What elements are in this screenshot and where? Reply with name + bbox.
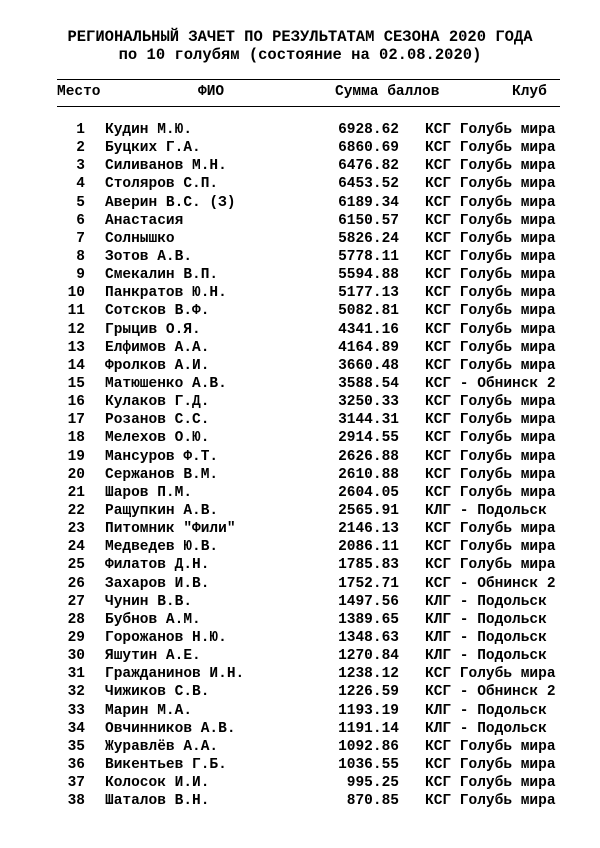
row-score: 1348.63: [338, 629, 399, 646]
row-club: КЛГ - Подольск: [425, 611, 547, 628]
row-name: Кулаков Г.Д.: [105, 394, 210, 411]
row-score: 2604.05: [338, 484, 399, 501]
column-header-score: Сумма баллов: [335, 84, 440, 100]
table-row: [0, 575, 600, 593]
row-club: КСГ Голубь мира: [425, 430, 556, 447]
row-place: 33: [67, 702, 85, 719]
row-name: Викентьев Г.Б.: [105, 756, 227, 773]
row-club: КСГ - Обнинск 2: [425, 575, 556, 592]
row-place: 15: [67, 375, 85, 392]
row-name: Чижиков С.В.: [105, 684, 210, 701]
table-row: [0, 212, 600, 230]
results-table-body: [0, 121, 600, 810]
row-club: КСГ - Обнинск 2: [425, 684, 556, 701]
row-score: 5082.81: [338, 303, 399, 320]
row-name: Шаров П.М.: [105, 484, 193, 501]
table-row: [0, 194, 600, 212]
row-club: КСГ Голубь мира: [425, 285, 556, 302]
table-row: [0, 702, 600, 720]
row-name: Столяров С.П.: [105, 176, 219, 193]
row-score: 5177.13: [338, 285, 399, 302]
table-row: [0, 448, 600, 466]
table-row: [0, 720, 600, 738]
row-score: 1092.86: [338, 738, 399, 755]
row-place: 24: [67, 539, 85, 556]
row-place: 19: [67, 448, 85, 465]
row-name: Овчинников А.В.: [105, 720, 236, 737]
row-place: 30: [67, 648, 85, 665]
row-score: 870.85: [346, 793, 399, 810]
row-score: 6453.52: [338, 176, 399, 193]
table-row: [0, 774, 600, 792]
row-name: Шаталов В.Н.: [105, 793, 210, 810]
row-name: Филатов Д.Н.: [105, 557, 210, 574]
row-club: КСГ Голубь мира: [425, 176, 556, 193]
row-score: 2610.88: [338, 466, 399, 483]
row-name: Сержанов В.М.: [105, 466, 219, 483]
row-score: 1193.19: [338, 702, 399, 719]
row-place: 35: [67, 738, 85, 755]
row-club: КСГ Голубь мира: [425, 339, 556, 356]
row-place: 17: [67, 412, 85, 429]
row-name: Силиванов М.Н.: [105, 158, 227, 175]
row-club: КСГ Голубь мира: [425, 521, 556, 538]
row-club: КЛГ - Подольск: [425, 720, 547, 737]
row-place: 5: [76, 194, 85, 211]
row-place: 10: [67, 285, 85, 302]
row-club: КСГ Голубь мира: [425, 248, 556, 265]
row-name: Питомник "Фили": [105, 521, 236, 538]
row-place: 22: [67, 502, 85, 519]
column-header-name: ФИО: [198, 84, 225, 100]
row-club: КЛГ - Подольск: [425, 593, 547, 610]
table-row: [0, 611, 600, 629]
row-club: КСГ Голубь мира: [425, 140, 556, 157]
row-name: Смекалин В.П.: [105, 267, 219, 284]
row-score: 4341.16: [338, 321, 399, 338]
row-club: КЛГ - Подольск: [425, 629, 547, 646]
row-score: 6189.34: [338, 194, 399, 211]
table-row: [0, 647, 600, 665]
row-club: КСГ Голубь мира: [425, 230, 556, 247]
row-club: КСГ Голубь мира: [425, 267, 556, 284]
table-row: [0, 538, 600, 556]
table-row: [0, 792, 600, 810]
row-name: Яшутин А.Е.: [105, 648, 201, 665]
row-club: КСГ Голубь мира: [425, 738, 556, 755]
row-place: 6: [76, 212, 85, 229]
row-score: 1036.55: [338, 756, 399, 773]
row-name: Розанов С.С.: [105, 412, 210, 429]
row-place: 23: [67, 521, 85, 538]
table-row: [0, 629, 600, 647]
table-row: [0, 683, 600, 701]
row-place: 29: [67, 629, 85, 646]
row-club: КСГ Голубь мира: [425, 412, 556, 429]
table-row: [0, 284, 600, 302]
row-club: КСГ Голубь мира: [425, 448, 556, 465]
row-score: 1752.71: [338, 575, 399, 592]
row-score: 5826.24: [338, 230, 399, 247]
row-name: Анастасия: [105, 212, 184, 229]
row-club: КСГ Голубь мира: [425, 303, 556, 320]
row-place: 32: [67, 684, 85, 701]
table-row: [0, 139, 600, 157]
document-subtitle: по 10 голубям (состояние на 02.08.2020): [118, 46, 482, 64]
row-club: КСГ Голубь мира: [425, 394, 556, 411]
row-name: Колосок И.И.: [105, 775, 210, 792]
row-name: Аверин В.С. (З): [105, 194, 236, 211]
row-score: 1497.56: [338, 593, 399, 610]
table-row: [0, 593, 600, 611]
row-score: 4164.89: [338, 339, 399, 356]
row-name: Медведев Ю.В.: [105, 539, 219, 556]
row-place: 11: [67, 303, 85, 320]
row-club: КСГ Голубь мира: [425, 212, 556, 229]
row-name: Грыцив О.Я.: [105, 321, 201, 338]
row-place: 8: [76, 248, 85, 265]
table-row: [0, 339, 600, 357]
row-place: 31: [67, 666, 85, 683]
row-score: 6928.62: [338, 122, 399, 138]
table-row: [0, 665, 600, 683]
row-place: 27: [67, 593, 85, 610]
row-club: КСГ Голубь мира: [425, 539, 556, 556]
row-name: Сотсков В.Ф.: [105, 303, 210, 320]
row-name: Буцких Г.А.: [105, 140, 201, 157]
row-score: 6150.57: [338, 212, 399, 229]
row-name: Мансуров Ф.Т.: [105, 448, 219, 465]
row-place: 9: [76, 267, 85, 284]
row-score: 3588.54: [338, 375, 399, 392]
row-club: КЛГ - Подольск: [425, 702, 547, 719]
table-row: [0, 321, 600, 339]
table-row: [0, 266, 600, 284]
row-name: Ращупкин А.В.: [105, 502, 219, 519]
table-row: [0, 175, 600, 193]
row-name: Чунин В.В.: [105, 593, 193, 610]
row-name: Фролков А.И.: [105, 357, 210, 374]
row-place: 7: [76, 230, 85, 247]
row-score: 5594.88: [338, 267, 399, 284]
row-club: КСГ Голубь мира: [425, 466, 556, 483]
row-place: 1: [76, 122, 85, 138]
table-row: [0, 502, 600, 520]
row-score: 1226.59: [338, 684, 399, 701]
table-row: [0, 248, 600, 266]
row-name: Журавлёв А.А.: [105, 738, 219, 755]
row-place: 16: [67, 394, 85, 411]
row-score: 1270.84: [338, 648, 399, 665]
row-club: КСГ - Обнинск 2: [425, 375, 556, 392]
table-top-rule: [57, 79, 560, 80]
row-name: Зотов А.В.: [105, 248, 193, 265]
row-place: 20: [67, 466, 85, 483]
row-name: Мелехов О.Ю.: [105, 430, 210, 447]
row-place: 34: [67, 720, 85, 737]
row-place: 37: [67, 775, 85, 792]
row-club: КСГ Голубь мира: [425, 194, 556, 211]
table-row: [0, 484, 600, 502]
row-club: КСГ Голубь мира: [425, 775, 556, 792]
row-club: КСГ Голубь мира: [425, 357, 556, 374]
row-score: 1191.14: [338, 720, 399, 737]
table-header-rule: [57, 106, 560, 107]
row-place: 14: [67, 357, 85, 374]
row-score: 2086.11: [338, 539, 399, 556]
row-name: Матюшенко А.В.: [105, 375, 227, 392]
row-club: КСГ Голубь мира: [425, 321, 556, 338]
row-name: Бубнов А.М.: [105, 611, 201, 628]
row-place: 26: [67, 575, 85, 592]
row-score: 5778.11: [338, 248, 399, 265]
row-place: 38: [67, 793, 85, 810]
table-row: [0, 375, 600, 393]
table-row: [0, 520, 600, 538]
row-name: Панкратов Ю.Н.: [105, 285, 227, 302]
table-row: [0, 157, 600, 175]
row-place: 25: [67, 557, 85, 574]
row-score: 6476.82: [338, 158, 399, 175]
row-club: КЛГ - Подольск: [425, 502, 547, 519]
table-row: [0, 121, 600, 139]
row-score: 2146.13: [338, 521, 399, 538]
table-row: [0, 466, 600, 484]
row-place: 4: [76, 176, 85, 193]
row-score: 2565.91: [338, 502, 399, 519]
row-name: Марин М.А.: [105, 702, 193, 719]
document-title: РЕГИОНАЛЬНЫЙ ЗАЧЕТ ПО РЕЗУЛЬТАТАМ СЕЗОНА 2020 ГОДА: [67, 28, 533, 46]
row-place: 18: [67, 430, 85, 447]
row-club: КСГ Голубь мира: [425, 484, 556, 501]
row-place: 2: [76, 140, 85, 157]
row-score: 2914.55: [338, 430, 399, 447]
row-place: 36: [67, 756, 85, 773]
row-name: Кудин М.Ю.: [105, 122, 193, 138]
table-row: [0, 556, 600, 574]
row-score: 3144.31: [338, 412, 399, 429]
row-score: 3250.33: [338, 394, 399, 411]
row-place: 12: [67, 321, 85, 338]
row-name: Гражданинов И.Н.: [105, 666, 245, 683]
row-club: КСГ Голубь мира: [425, 756, 556, 773]
row-club: КСГ Голубь мира: [425, 122, 556, 138]
row-name: Захаров И.В.: [105, 575, 210, 592]
row-score: 995.25: [346, 775, 399, 792]
column-header-club: Клуб: [512, 84, 547, 100]
row-place: 13: [67, 339, 85, 356]
row-club: КСГ Голубь мира: [425, 793, 556, 810]
row-club: КЛГ - Подольск: [425, 648, 547, 665]
column-header-place: Место: [57, 84, 101, 100]
row-score: 6860.69: [338, 140, 399, 157]
table-row: [0, 756, 600, 774]
row-score: 2626.88: [338, 448, 399, 465]
row-place: 21: [67, 484, 85, 501]
table-row: [0, 738, 600, 756]
table-row: [0, 411, 600, 429]
table-row: [0, 302, 600, 320]
row-score: 1389.65: [338, 611, 399, 628]
row-name: Елфимов А.А.: [105, 339, 210, 356]
row-score: 1238.12: [338, 666, 399, 683]
table-row: [0, 357, 600, 375]
row-place: 28: [67, 611, 85, 628]
row-name: Солнышко: [105, 230, 175, 247]
table-row: [0, 429, 600, 447]
row-name: Горожанов Н.Ю.: [105, 629, 227, 646]
table-row: [0, 230, 600, 248]
table-row: [0, 393, 600, 411]
row-score: 3660.48: [338, 357, 399, 374]
row-club: КСГ Голубь мира: [425, 666, 556, 683]
row-club: КСГ Голубь мира: [425, 557, 556, 574]
row-place: 3: [76, 158, 85, 175]
row-club: КСГ Голубь мира: [425, 158, 556, 175]
row-score: 1785.83: [338, 557, 399, 574]
